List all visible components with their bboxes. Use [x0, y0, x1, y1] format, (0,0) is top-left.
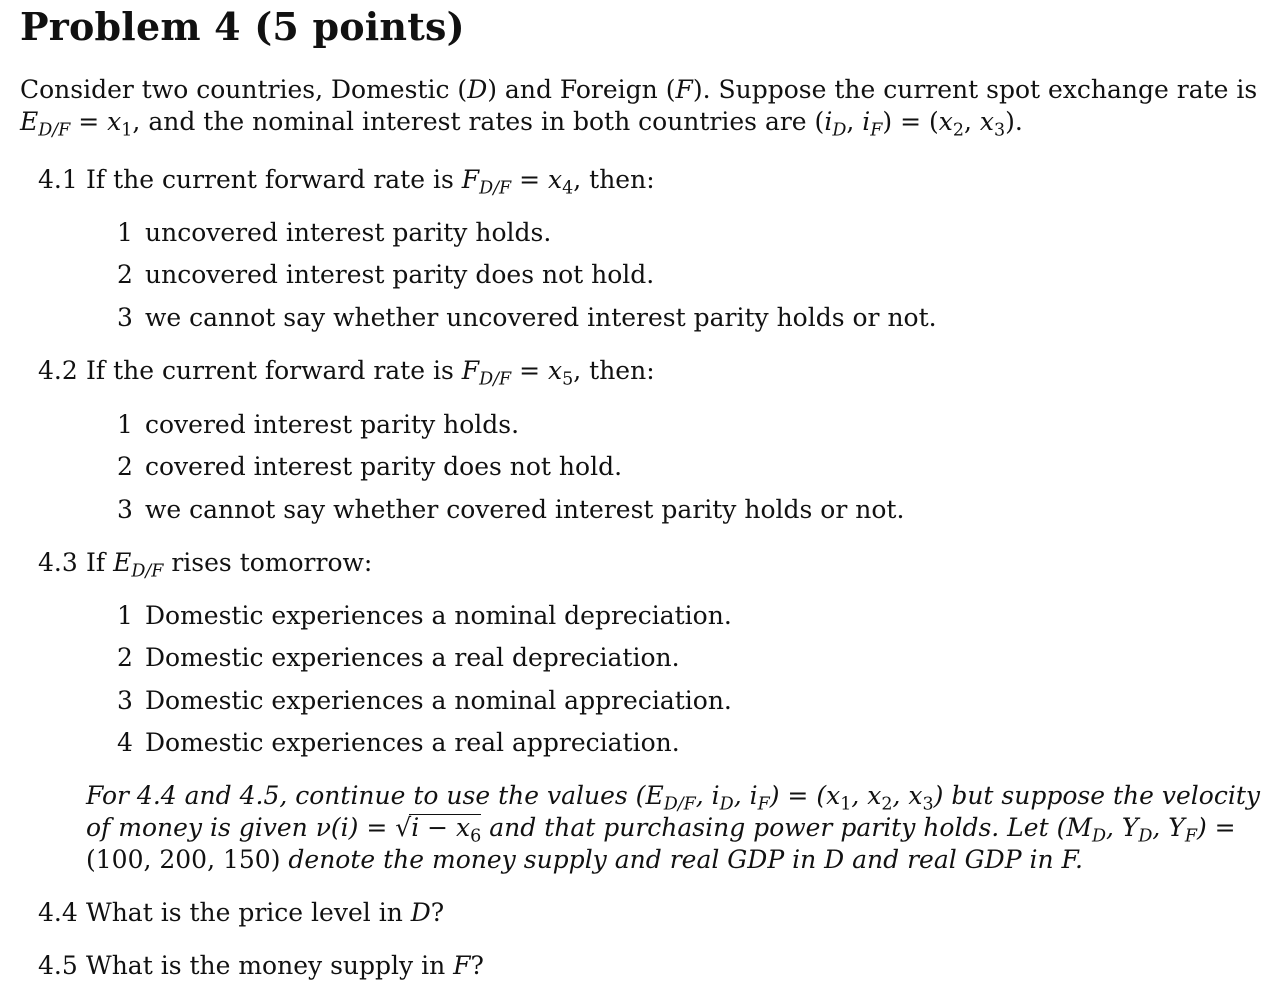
- option-4-2-2: [117, 451, 622, 483]
- option-number: 2: [117, 260, 133, 289]
- note-text: .: [1074, 845, 1083, 874]
- question-number: 4.3: [38, 548, 78, 577]
- option-text: covered interest parity holds.: [145, 410, 520, 439]
- math-sub: 3: [994, 120, 1006, 141]
- math-comma: ,: [964, 107, 980, 136]
- math-sub: D/F: [38, 120, 71, 141]
- math-x: , x: [851, 781, 882, 810]
- math-m: M: [1066, 813, 1092, 842]
- question-text: , then:: [573, 356, 655, 385]
- option-4-1-2: [117, 259, 654, 291]
- intro-line-1: [20, 74, 1257, 106]
- question-text: rises tomorrow:: [163, 548, 373, 577]
- note-text: ) but suppose the velocity: [933, 781, 1261, 810]
- question-number: 4.2: [38, 356, 78, 385]
- option-4-2-1: [117, 409, 519, 441]
- math-eq: =: [511, 356, 549, 385]
- math-sub: 5: [562, 369, 574, 390]
- note-text: denote the money supply and real GDP in: [280, 845, 825, 874]
- intro-text: ) and Foreign (: [487, 75, 676, 104]
- option-4-1-3: [117, 302, 937, 334]
- math-d: D: [410, 898, 431, 927]
- question-number: 4.4: [38, 898, 78, 927]
- math-sub: D/F: [479, 369, 512, 390]
- math-sub: 1: [121, 120, 133, 141]
- question-text: If: [86, 548, 114, 577]
- math-f: F: [461, 356, 480, 385]
- math-sub: 1: [840, 794, 852, 815]
- option-number: 2: [117, 643, 133, 672]
- math-eq: ) = (: [882, 107, 939, 136]
- question-4-5: [38, 950, 484, 982]
- math-eq: =: [70, 107, 108, 136]
- option-4-3-1: [117, 600, 732, 632]
- problem-title: Problem 4 (5 points): [20, 4, 465, 49]
- math-x: x: [548, 165, 563, 194]
- math-comma: ,: [846, 107, 863, 136]
- question-text: ?: [470, 951, 484, 980]
- math-sub: 4: [562, 178, 574, 199]
- math-y: , Y: [1152, 813, 1185, 842]
- math-i: , i: [733, 781, 758, 810]
- math-f: F: [675, 75, 693, 104]
- question-text: What is the money supply in: [86, 951, 454, 980]
- option-text: Domestic experiences a real appreciation.: [145, 728, 680, 757]
- math-f: F: [1061, 845, 1075, 874]
- math-sub: D: [1091, 826, 1106, 847]
- math-x: x: [548, 356, 563, 385]
- math-y: , Y: [1105, 813, 1139, 842]
- option-number: 1: [117, 218, 133, 247]
- math-sub: 3: [922, 794, 934, 815]
- intro-text: ).: [1005, 107, 1023, 136]
- option-number: 3: [117, 495, 133, 524]
- intro-line-2: [20, 106, 1023, 146]
- math-sub: D: [1138, 826, 1153, 847]
- option-number: 2: [117, 452, 133, 481]
- math-sub: F: [757, 794, 770, 815]
- option-4-3-2: [117, 642, 680, 674]
- option-4-1-1: [117, 217, 551, 249]
- math-i: i: [862, 107, 871, 136]
- math-x: x: [979, 107, 995, 136]
- option-number: 4: [117, 728, 133, 757]
- math-i: , i: [695, 781, 720, 810]
- option-4-3-3: [117, 685, 732, 717]
- intro-text: ). Suppose the current spot exchange rate is: [692, 75, 1258, 104]
- option-4-3-4: [117, 727, 680, 759]
- option-text: we cannot say whether uncovered interest parity holds or not.: [145, 303, 937, 332]
- sqrt-sign: √: [395, 813, 412, 842]
- math-e: E: [113, 548, 132, 577]
- option-4-2-3: [117, 494, 904, 526]
- math-d: D: [467, 75, 488, 104]
- option-text: covered interest parity does not hold.: [145, 452, 623, 481]
- math-eq: =: [511, 165, 549, 194]
- question-text: ?: [430, 898, 445, 927]
- option-text: uncovered interest parity does not hold.: [145, 260, 655, 289]
- question-4-3: [38, 547, 372, 587]
- math-sub: 6: [470, 826, 482, 847]
- math-sub: D/F: [131, 561, 164, 582]
- question-text: If the current forward rate is: [86, 165, 462, 194]
- option-number: 3: [117, 686, 133, 715]
- math-sub: D/F: [663, 794, 696, 815]
- note-text: and that purchasing power parity holds. Let (: [481, 813, 1067, 842]
- math-sub: D/F: [479, 178, 512, 199]
- note-text: For 4.4 and 4.5, continue to use the values (: [86, 781, 646, 810]
- note-text: and real GDP in: [844, 845, 1062, 874]
- option-text: we cannot say whether covered interest parity holds or not.: [145, 495, 905, 524]
- math-e: E: [20, 107, 39, 136]
- math-i: i: [824, 107, 833, 136]
- math-sub: D: [719, 794, 734, 815]
- option-text: Domestic experiences a nominal appreciation.: [145, 686, 732, 715]
- math-sub: F: [870, 120, 883, 141]
- question-4-4: [38, 897, 444, 929]
- question-number: 4.1: [38, 165, 78, 194]
- math-x: − x: [419, 813, 471, 842]
- question-text: What is the price level in: [86, 898, 411, 927]
- option-text: Domestic experiences a real depreciation.: [145, 643, 680, 672]
- intro-text: Consider two countries, Domestic (: [20, 75, 468, 104]
- math-sub: D: [832, 120, 847, 141]
- option-number: 1: [117, 601, 133, 630]
- option-number: 1: [117, 410, 133, 439]
- question-text: , then:: [573, 165, 655, 194]
- math-x: x: [107, 107, 122, 136]
- option-text: uncovered interest parity holds.: [145, 218, 552, 247]
- intro-text: , and the nominal interest rates in both countries are (: [132, 107, 825, 136]
- math-i: i: [411, 813, 420, 842]
- math-x: x: [826, 781, 841, 810]
- note-text: of money is given ν(i) =: [86, 813, 396, 842]
- option-number: 3: [117, 303, 133, 332]
- option-text: Domestic experiences a nominal depreciation.: [145, 601, 732, 630]
- math-tuple: (100, 200, 150): [86, 845, 281, 874]
- note-line-3: [86, 844, 1083, 876]
- question-4-2: [38, 355, 655, 395]
- math-eq: ) =: [1196, 813, 1236, 842]
- math-eq: ) = (: [769, 781, 827, 810]
- math-sub: 2: [881, 794, 893, 815]
- question-text: If the current forward rate is: [86, 356, 462, 385]
- math-sub: 2: [952, 120, 965, 141]
- question-number: 4.5: [38, 951, 78, 980]
- math-d: D: [824, 845, 845, 874]
- math-sub: F: [1184, 826, 1197, 847]
- math-f: F: [461, 165, 480, 194]
- question-4-1: [38, 164, 655, 204]
- math-x: x: [938, 107, 953, 136]
- math-f: F: [453, 951, 471, 980]
- math-x: , x: [892, 781, 923, 810]
- math-e: E: [645, 781, 664, 810]
